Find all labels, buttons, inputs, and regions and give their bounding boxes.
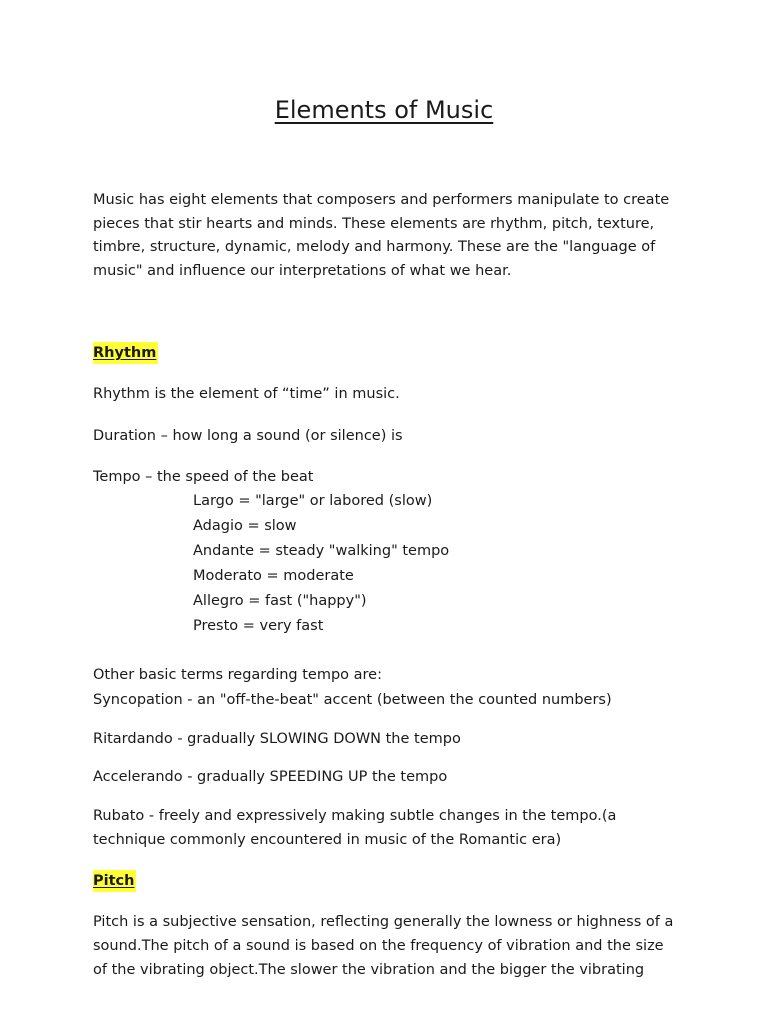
syncopation-line: Syncopation - an "off-the-beat" accent (between the counted numbers) <box>93 692 612 708</box>
tempo-term: Andante = steady "walking" tempo <box>193 543 450 559</box>
page-title: Elements of Music <box>274 96 494 124</box>
ritardando-line: Ritardando - gradually SLOWING DOWN the tempo <box>93 731 461 747</box>
other-terms-intro: Other basic terms regarding tempo are: <box>93 667 382 683</box>
tempo-line: Tempo – the speed of the beat <box>93 469 314 485</box>
accelerando-line: Accelerando - gradually SPEEDING UP the tempo <box>93 769 448 785</box>
rhythm-definition: Rhythm is the element of “time” in music. <box>93 386 400 402</box>
tempo-term: Allegro = fast ("happy") <box>193 593 367 609</box>
duration-line: Duration – how long a sound (or silence) is <box>93 428 403 444</box>
rhythm-heading: Rhythm <box>93 342 158 364</box>
pitch-line: of the vibrating object.The slower the vibration and the bigger the vibrating <box>93 962 645 978</box>
pitch-heading: Pitch <box>93 870 136 892</box>
tempo-term: Largo = "large" or labored (slow) <box>193 493 433 509</box>
pitch-line: sound.The pitch of a sound is based on the frequency of vibration and the size <box>93 938 664 954</box>
tempo-term: Moderato = moderate <box>193 568 354 584</box>
tempo-term: Adagio = slow <box>193 518 297 534</box>
rubato-line-continued: technique commonly encountered in music of the Romantic era) <box>93 832 562 848</box>
tempo-term: Presto = very fast <box>193 618 324 634</box>
pitch-line: Pitch is a subjective sensation, reflecting generally the lowness or highness of a <box>93 914 674 930</box>
intro-paragraph: Music has eight elements that composers and performers manipulate to create pieces that stir hearts and minds. These elements are rhythm, pitch, texture, timbre, structure, dynamic, melody and harmony. These are the "language of music" and influence our interpretations of what we hear. <box>93 192 670 279</box>
rubato-line: Rubato - freely and expressively making subtle changes in the tempo.(a <box>93 808 617 824</box>
